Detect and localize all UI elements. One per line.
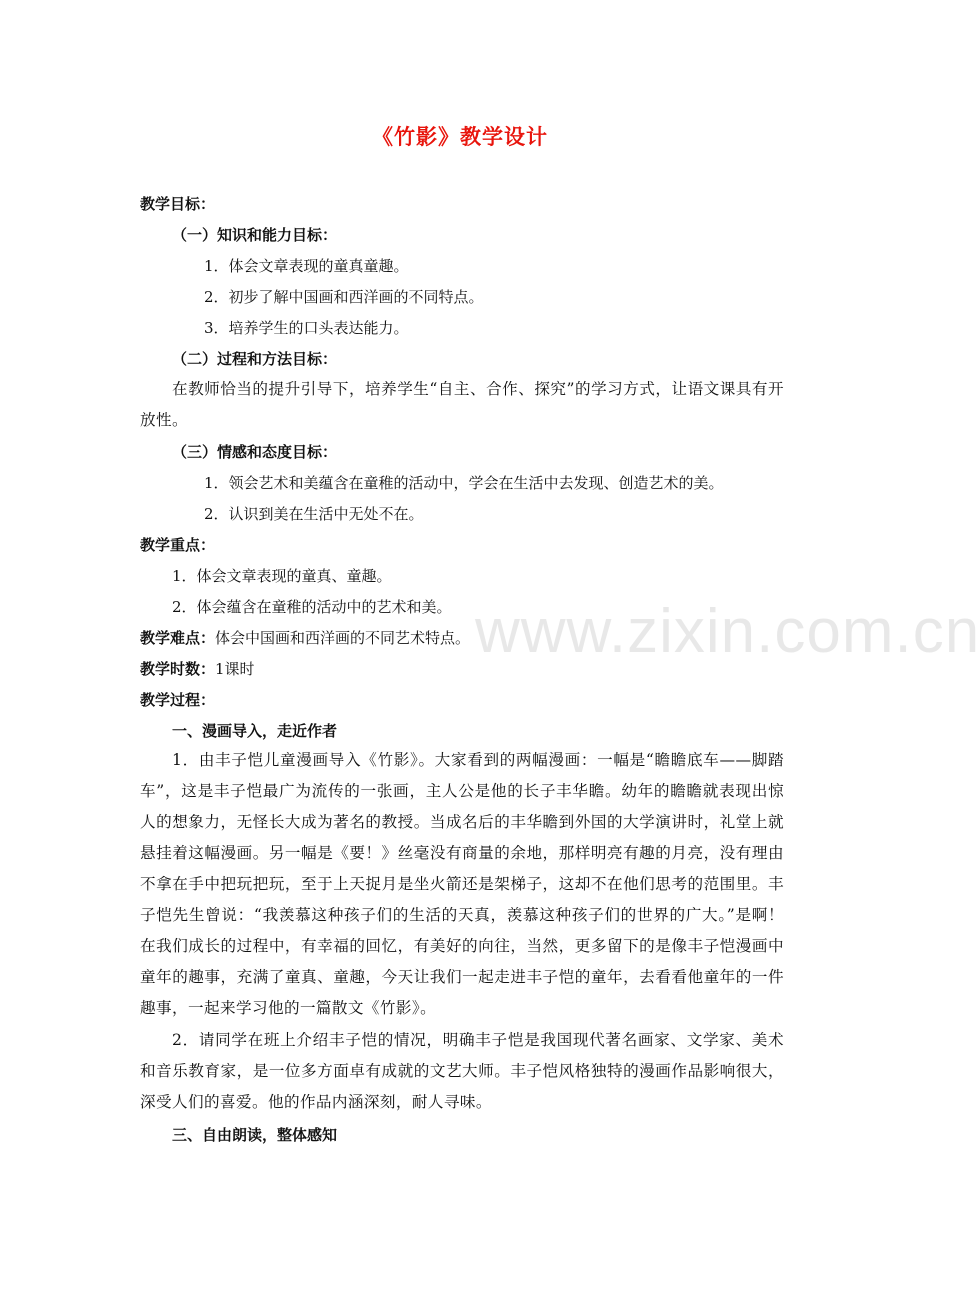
difficulty-row <box>140 628 470 648</box>
objectives-sub2-text: 在教师恰当的提升引导下，培养学生“自主、合作、探究”的学习方式，让语文课具有开放性。 <box>140 380 784 429</box>
objectives-sub3-item: 1．领会艺术和美蕴含在童稚的活动中，学会在生活中去发现、创造艺术的美。 <box>204 474 724 492</box>
hours-heading: 教学时数： <box>140 660 216 678</box>
process-heading: 教学过程： <box>140 691 216 709</box>
objectives-sub2-heading: （二）过程和方法目标： <box>172 350 338 368</box>
objectives-sub1-item: 1．体会文章表现的童真童趣。 <box>204 257 409 275</box>
difficulty-heading: 教学难点： <box>140 629 216 647</box>
objectives-sub3-item: 2．认识到美在生活中无处不在。 <box>204 505 424 523</box>
hours-text: 1课时 <box>215 660 255 678</box>
key-points-item: 1．体会文章表现的童真、童趣。 <box>172 567 392 585</box>
objectives-sub3-heading: （三）情感和态度目标： <box>172 443 338 461</box>
process-section1-paragraph-2: 2．请同学在班上介绍丰子恺的情况，明确丰子恺是我国现代著名画家、文学家、美术和音乐教育家，是一位多方面卓有成就的文艺大师。丰子恺风格独特的漫画作品影响很大，深受人们的喜爱。他的作品内涵深刻，耐人寻味。 <box>140 1031 784 1111</box>
key-points-heading: 教学重点： <box>140 536 216 554</box>
process-section3-heading: 三、自由朗读，整体感知 <box>172 1126 338 1144</box>
key-points-item: 2．体会蕴含在童稚的活动中的艺术和美。 <box>172 598 452 616</box>
process-section1-heading: 一、漫画导入，走近作者 <box>172 722 338 740</box>
objectives-sub1-item: 3．培养学生的口头表达能力。 <box>204 319 409 337</box>
objectives-heading: 教学目标： <box>140 195 216 213</box>
hours-row <box>140 659 255 679</box>
objectives-sub1-heading: （一）知识和能力目标： <box>172 226 338 244</box>
objectives-sub1-item: 2．初步了解中国画和西洋画的不同特点。 <box>204 288 484 306</box>
difficulty-text: 体会中国画和西洋画的不同艺术特点。 <box>215 629 471 647</box>
document-title: 《竹影》教学设计 <box>372 125 548 149</box>
watermark: www.zixin.com.cn <box>475 597 980 666</box>
process-section1-paragraph-1: 1．由丰子恺儿童漫画导入《竹影》。大家看到的两幅漫画：一幅是“瞻瞻底车——脚踏车”，这是丰子恺最广为流传的一张画，主人公是他的长子丰华瞻。幼年的瞻瞻就表现出惊人的想象力，无怪长大成为著名的教授。当成名后的丰华瞻到外国的大学演讲时，礼堂上就悬挂着这幅漫画。另一幅是《要！》丝毫没有商量的余地，那样明亮有趣的月亮，没有理由不拿在手中把玩把玩，至于上天捉月是坐火箭还是架梯子，这却不在他们思考的范围里。丰子恺先生曾说：“我羡慕这种孩子们的生活的天真，羡慕这种孩子们的世界的广大。”是啊！在我们成长的过程中，有幸福的回忆，有美好的向往，当然，更多留下的是像丰子恺漫画中童年的趣事，充满了童真、童趣，今天让我们一起走进丰子恺的童年，去看看他童年的一件趣事，一起来学习他的一篇散文《竹影》。 <box>140 751 784 1017</box>
